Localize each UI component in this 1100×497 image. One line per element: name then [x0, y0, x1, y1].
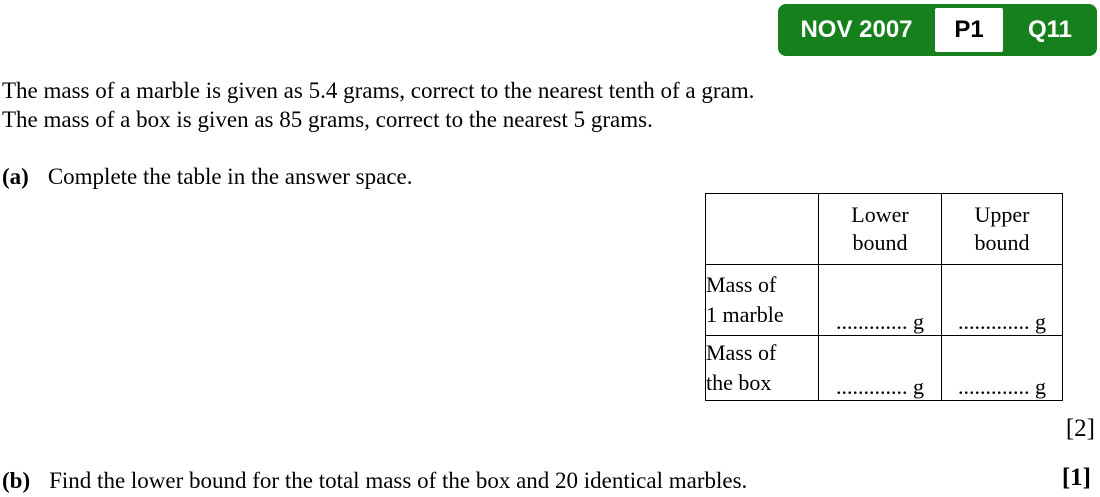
- part-b-label: (b): [2, 468, 31, 493]
- part-a: [2, 162, 413, 191]
- table-row-box: [706, 336, 1063, 401]
- row-label-marble: [706, 265, 819, 336]
- badge-session-label: NOV 2007: [800, 16, 913, 43]
- marble-lower-bound-answer-field: [819, 265, 942, 336]
- part-b-marks: [1]: [1061, 464, 1091, 491]
- part-a-marks: [2]: [1065, 415, 1095, 442]
- box-upper-bound-answer-field: [942, 336, 1063, 401]
- marble-upper-dots: ............. g: [958, 309, 1046, 334]
- header-lower-line-1: Lower: [851, 202, 909, 227]
- question-badge: [778, 4, 1097, 56]
- badge-question-label: Q11: [1027, 16, 1073, 43]
- marble-lower-dots: ............. g: [836, 309, 924, 334]
- header-upper-line-1: Upper: [974, 202, 1030, 227]
- box-upper-dots: ............. g: [958, 374, 1046, 399]
- row-label-box-line-2: the box: [706, 370, 772, 395]
- part-a-label: (a): [2, 164, 29, 189]
- row-label-box-line-1: Mass of: [706, 340, 777, 365]
- question-intro: [2, 76, 754, 134]
- box-lower-dots: ............. g: [836, 374, 924, 399]
- table-row-marble: [706, 265, 1063, 336]
- row-label-box: [706, 336, 819, 401]
- table-header-row: [706, 194, 1063, 265]
- table-header-lower-bound: [819, 194, 942, 265]
- header-lower-line-2: bound: [852, 230, 908, 255]
- part-b: [2, 466, 747, 495]
- part-b-text: Find the lower bound for the total mass of the box and 20 identical marbles.: [49, 468, 748, 493]
- intro-line-2: The mass of a box is given as 85 grams, correct to the nearest 5 grams.: [2, 107, 653, 132]
- answer-table: [705, 193, 1063, 401]
- box-lower-bound-answer-field: [819, 336, 942, 401]
- table-corner-cell: [706, 194, 819, 265]
- table-header-upper-bound: [942, 194, 1063, 265]
- badge-paper-label: P1: [935, 8, 1003, 52]
- intro-line-1: The mass of a marble is given as 5.4 grams, correct to the nearest tenth of a gram.: [2, 78, 755, 103]
- header-upper-line-2: bound: [974, 230, 1030, 255]
- row-label-marble-line-2: 1 marble: [706, 302, 784, 327]
- part-a-text: Complete the table in the answer space.: [47, 164, 413, 189]
- row-label-marble-line-1: Mass of: [706, 272, 777, 297]
- marble-upper-bound-answer-field: [942, 265, 1063, 336]
